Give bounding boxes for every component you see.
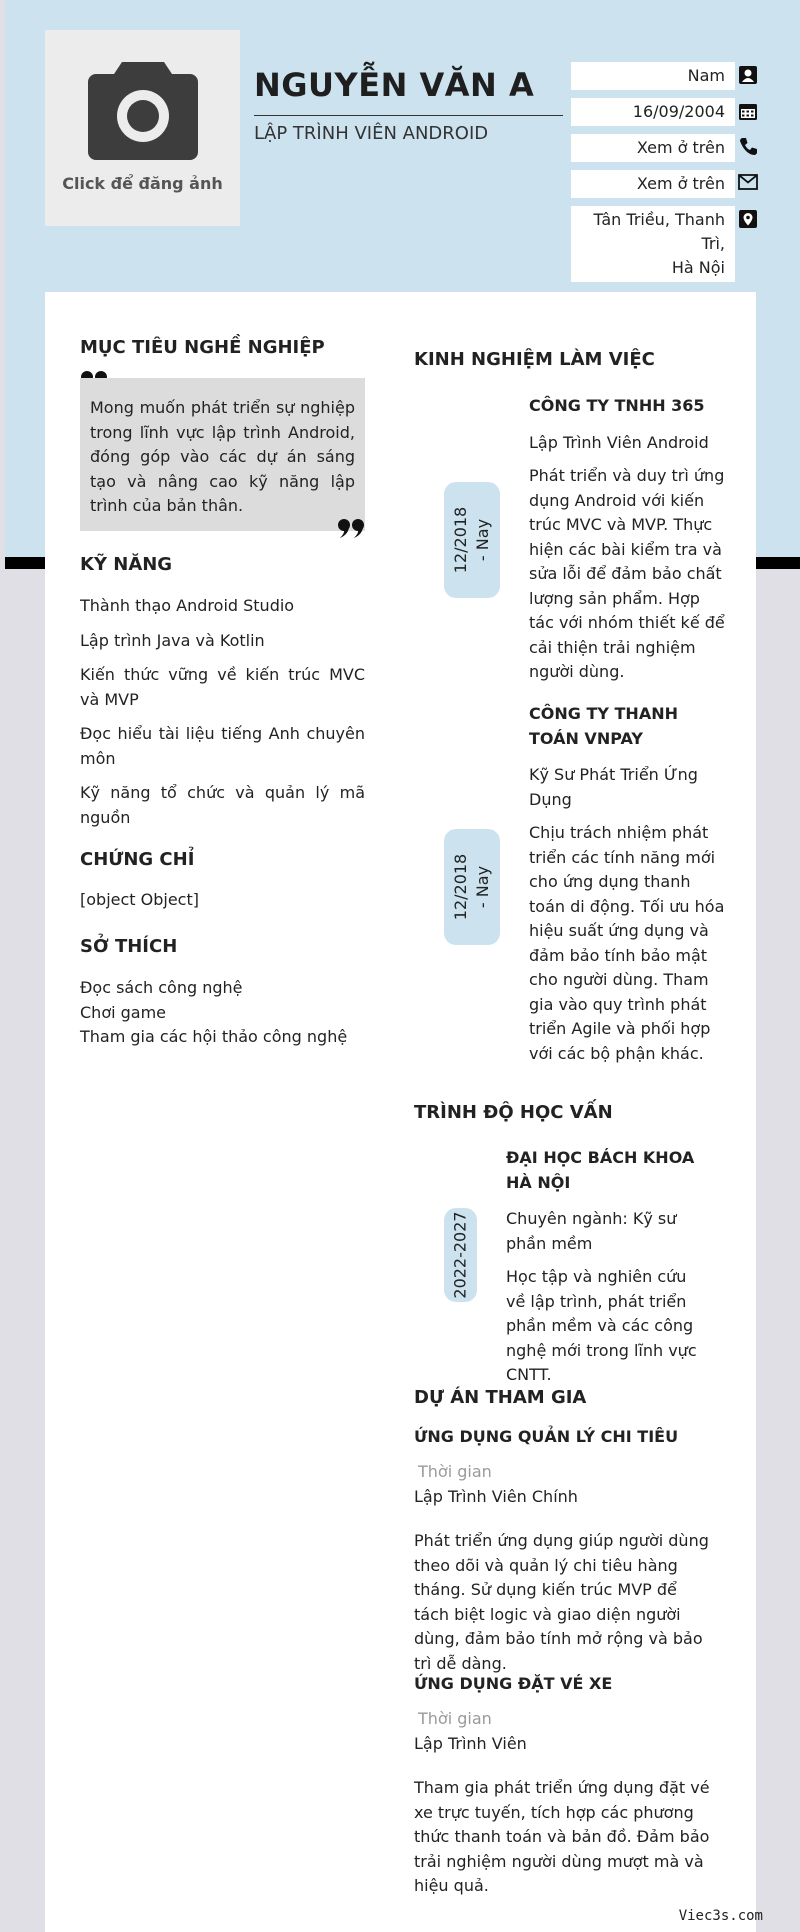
job-position: Lập Trình Viên Android — [529, 432, 709, 452]
projects-heading: DỰ ÁN THAM GIA — [414, 1387, 587, 1408]
job-period-badge — [444, 829, 500, 945]
info-gender — [571, 62, 761, 90]
skill-item: Lập trình Java và Kotlin — [80, 631, 265, 650]
skills-heading: KỸ NĂNG — [80, 554, 173, 575]
project-role: Lập Trình Viên Chính — [414, 1486, 578, 1506]
phone-icon — [738, 137, 758, 157]
person-icon — [738, 65, 758, 85]
location-pin-icon — [738, 209, 758, 229]
project-entry — [414, 1460, 714, 1676]
education-description: Học tập và nghiên cứu về lập trình, phát triển phần mềm và các công nghệ mới trong lĩnh vực CNTT. — [506, 1267, 697, 1384]
info-email — [571, 170, 761, 198]
address-line-1: Tân Triều, Thanh Trì, — [593, 210, 725, 253]
info-phone — [571, 134, 761, 162]
experience-heading: KINH NGHIỆM LÀM VIỆC — [414, 349, 655, 370]
job-description: Phát triển và duy trì ứng dụng Android với kiến trúc MVC và MVP. Thực hiện các bài kiểm tra và sửa lỗi để đảm bảo chất lượng sản phẩm. Hợp tác với nhóm thiết kế để cải thiện trải nghiệm người dùng. — [529, 466, 725, 681]
education-period: 2022-2027 — [450, 1211, 470, 1299]
job-company: CÔNG TY THANH TOÁN VNPAY — [529, 704, 678, 748]
project-description: Tham gia phát triển ứng dụng đặt vé xe trực tuyến, tích hợp các phương thức thanh toán và bản đồ. Đảm bảo trải nghiệm người dùng mượt mà và hiệu quả. — [414, 1778, 710, 1895]
skill-item: Kỹ năng tổ chức và quản lý mã nguồn — [80, 783, 365, 827]
job-period-badge — [444, 482, 500, 598]
job-period: 12/2018 - Nay — [451, 853, 492, 921]
education-school: ĐẠI HỌC BÁCH KHOA HÀ NỘI — [506, 1148, 695, 1192]
name-underline — [254, 115, 563, 116]
job-position: Kỹ Sư Phát Triển Ứng Dụng — [529, 765, 698, 809]
calendar-icon — [738, 101, 758, 121]
project-description: Phát triển ứng dụng giúp người dùng theo dõi và quản lý chi tiêu hàng tháng. Sử dụng kiến trúc MVP để tách biệt logic và giao diện người dùng, đảm bảo tính mở rộng và bảo trì dễ dàng. — [414, 1531, 709, 1673]
certificates-text: [object Object] — [80, 890, 199, 909]
skill-item: Thành thạo Android Studio — [80, 596, 295, 615]
email-value: Xem ở trên — [571, 170, 735, 198]
job-description: Chịu trách nhiệm phát triển các tính năng mới cho ứng dụng thanh toán di động. Tối ưu hóa hiệu suất ứng dụng và đảm bảo tính bảo mật cho người dùng. Tham gia vào quy trình phát triển Agile và phối hợp với các bộ phận khác. — [529, 823, 725, 1063]
job-entry — [529, 702, 726, 1066]
info-address — [571, 206, 761, 282]
skill-item: Đọc hiểu tài liệu tiếng Anh chuyên môn — [80, 724, 365, 768]
camera-icon — [84, 58, 202, 162]
education-major: Chuyên ngành: Kỹ sư phần mềm — [506, 1209, 677, 1253]
education-heading: TRÌNH ĐỘ HỌC VẤN — [414, 1102, 613, 1123]
candidate-job-title: LẬP TRÌNH VIÊN ANDROID — [254, 123, 489, 144]
project-time: Thời gian — [418, 1462, 492, 1481]
job-period: 12/2018 - Nay — [451, 506, 492, 574]
site-watermark: Viec3s.com — [678, 1908, 763, 1924]
dob-value: 16/09/2004 — [571, 98, 735, 126]
certificates-heading: CHỨNG CHỈ — [80, 849, 195, 870]
address-line-2: Hà Nội — [671, 258, 725, 277]
project-title: ỨNG DỤNG ĐẶT VÉ XE — [414, 1674, 613, 1693]
education-entry — [506, 1146, 706, 1388]
photo-upload-label: Click để đăng ảnh — [62, 174, 223, 193]
gender-value: Nam — [571, 62, 735, 90]
hobbies-heading: SỞ THÍCH — [80, 936, 178, 957]
objective-text: Mong muốn phát triển sự nghiệp trong lĩnh vực lập trình Android, đóng góp vào các dự án sáng tạo và nâng cao kỹ năng lập trình của bản thân. — [80, 378, 365, 531]
project-entry — [414, 1707, 714, 1899]
hobby-item: Tham gia các hội thảo công nghệ — [80, 1027, 348, 1046]
candidate-name: NGUYỄN VĂN A — [254, 66, 535, 104]
hobby-item: Đọc sách công nghệ — [80, 978, 243, 997]
quote-close-icon — [337, 518, 367, 538]
address-value — [571, 206, 735, 282]
mail-icon — [738, 173, 758, 191]
contact-info — [571, 62, 761, 290]
skill-item: Kiến thức vững về kiến trúc MVC và MVP — [80, 665, 365, 709]
education-period-badge — [444, 1208, 477, 1302]
phone-value: Xem ở trên — [571, 134, 735, 162]
job-entry — [529, 394, 726, 685]
project-time: Thời gian — [418, 1709, 492, 1728]
job-company: CÔNG TY TNHH 365 — [529, 396, 705, 415]
project-role: Lập Trình Viên — [414, 1733, 527, 1753]
project-title: ỨNG DỤNG QUẢN LÝ CHI TIÊU — [414, 1427, 679, 1446]
hobby-item: Chơi game — [80, 1003, 167, 1022]
objective-heading: MỤC TIÊU NGHỀ NGHIỆP — [80, 337, 325, 358]
photo-upload[interactable] — [45, 30, 240, 226]
info-dob — [571, 98, 761, 126]
